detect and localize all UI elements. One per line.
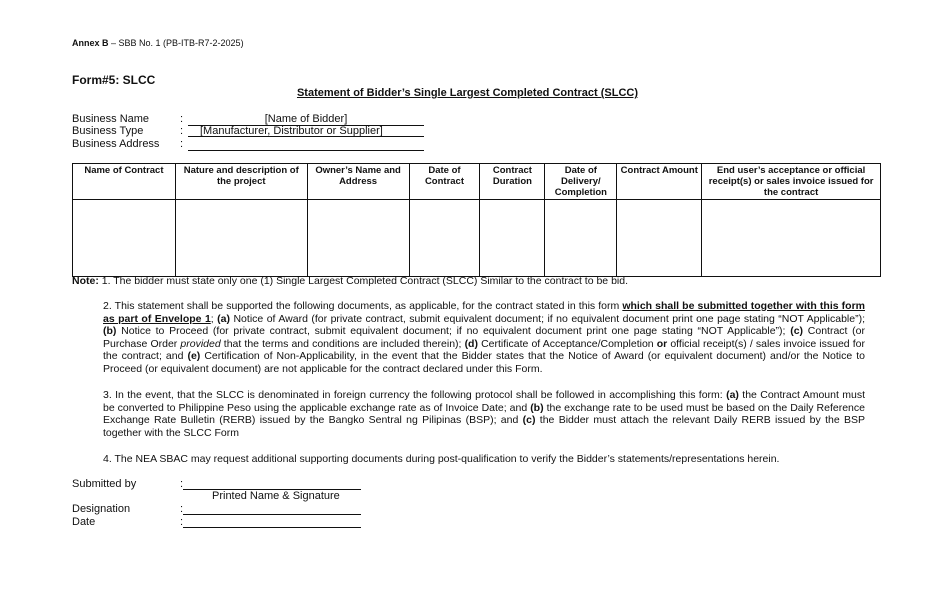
submitted-by-row: Submitted by :: [72, 478, 361, 490]
col-owner-name-address: Owner’s Name and Address: [307, 164, 409, 200]
slcc-table: [72, 163, 881, 277]
designation-row: Designation :: [72, 503, 361, 515]
table-header-row: [73, 164, 881, 200]
col-date-of-delivery: Date of Delivery/ Completion: [545, 164, 617, 200]
date-row: Date :: [72, 516, 361, 528]
date-line[interactable]: [183, 516, 361, 528]
col-contract-amount: Contract Amount: [617, 164, 702, 200]
business-type-label: Business Type: [72, 125, 144, 137]
table-cell[interactable]: [307, 200, 409, 277]
note-1: Note: 1. The bidder must state only one (1) Single Largest Completed Contract (SLCC) Similar to the contract to be bid.: [72, 275, 628, 287]
submitted-by-line[interactable]: [183, 478, 361, 490]
table-row: [73, 200, 881, 277]
business-address-value: [188, 138, 424, 151]
form-number: Form#5: SLCC: [72, 73, 156, 87]
business-type-row: Business Type : [Manufacturer, Distributor or Supplier]: [72, 125, 424, 137]
annex-reference: Annex B – SBB No. 1 (PB-ITB-R7-2-2025): [72, 38, 244, 48]
printed-name-caption: Printed Name & Signature: [212, 490, 340, 502]
table-cell[interactable]: [480, 200, 545, 277]
date-label: Date: [72, 516, 96, 528]
business-address-row: Business Address :: [72, 138, 424, 151]
business-name-value: [Name of Bidder]: [188, 113, 424, 126]
table-cell[interactable]: [175, 200, 307, 277]
note-4: 4. The NEA SBAC may request additional supporting documents during post-qualification to verify the Bidder’s statements/representations herein.: [103, 453, 780, 465]
document-title: Statement of Bidder’s Single Largest Completed Contract (SLCC): [296, 87, 639, 99]
col-nature-description: Nature and description of the project: [175, 164, 307, 200]
col-name-of-contract: Name of Contract: [73, 164, 176, 200]
col-end-user-acceptance: End user’s acceptance or official receipt(s) or sales invoice issued for the contract: [702, 164, 881, 200]
business-name-label: Business Name: [72, 113, 150, 125]
designation-label: Designation: [72, 503, 131, 515]
table-cell[interactable]: [545, 200, 617, 277]
note-3: 3. In the event, that the SLCC is denominated in foreign currency the following protocol shall be followed in accomplishing this form: (a) the Contract Amount must be converted to Philippine Peso using the applicable exchange rate as of Invoice Date; and (b) the exchange rate to be used must be based on the Daily Reference Exchange Rate Bulletin (RERB) issued by the Bangko Sentral ng Pilipinas (BSP); and (c) the Bidder must attach the relevant Daily RERB issued by the BSP together with the SLCC Form: [103, 389, 866, 439]
submitted-by-label: Submitted by: [72, 478, 137, 490]
table-cell[interactable]: [702, 200, 881, 277]
business-type-value: [Manufacturer, Distributor or Supplier]: [188, 125, 424, 137]
business-address-label: Business Address: [72, 138, 160, 150]
col-contract-duration: Contract Duration: [480, 164, 545, 200]
note-2: 2. This statement shall be supported the following documents, as applicable, for the contract stated in this form which shall be submitted together with this form as part of Envelope 1; (a) Notice of Award (for private contract, submit equivalent document; if no equivalent document print one page stating “NOT Applicable”); (b) Notice to Proceed (for private contract, submit equivalent document; if no equivalent document print one page stating “NOT Applicable”); (c) Contract (or Purchase Order provided that the terms and conditions are included therein); (d) Certificate of Acceptance/Completion or official receipt(s) / sales invoice issued for the contract; and (e) Certification of Non-Applicability, in the event that the Bidder states that the Notice of Award (or equivalent document) and/or the Notice to Proceed (or equivalent document) are not applicable for the contract declared under this Form.: [103, 300, 866, 375]
designation-line[interactable]: [183, 503, 361, 515]
col-date-of-contract: Date of Contract: [409, 164, 480, 200]
business-name-row: Business Name : [Name of Bidder]: [72, 113, 424, 126]
table-cell[interactable]: [73, 200, 176, 277]
table-cell[interactable]: [409, 200, 480, 277]
table-cell[interactable]: [617, 200, 702, 277]
